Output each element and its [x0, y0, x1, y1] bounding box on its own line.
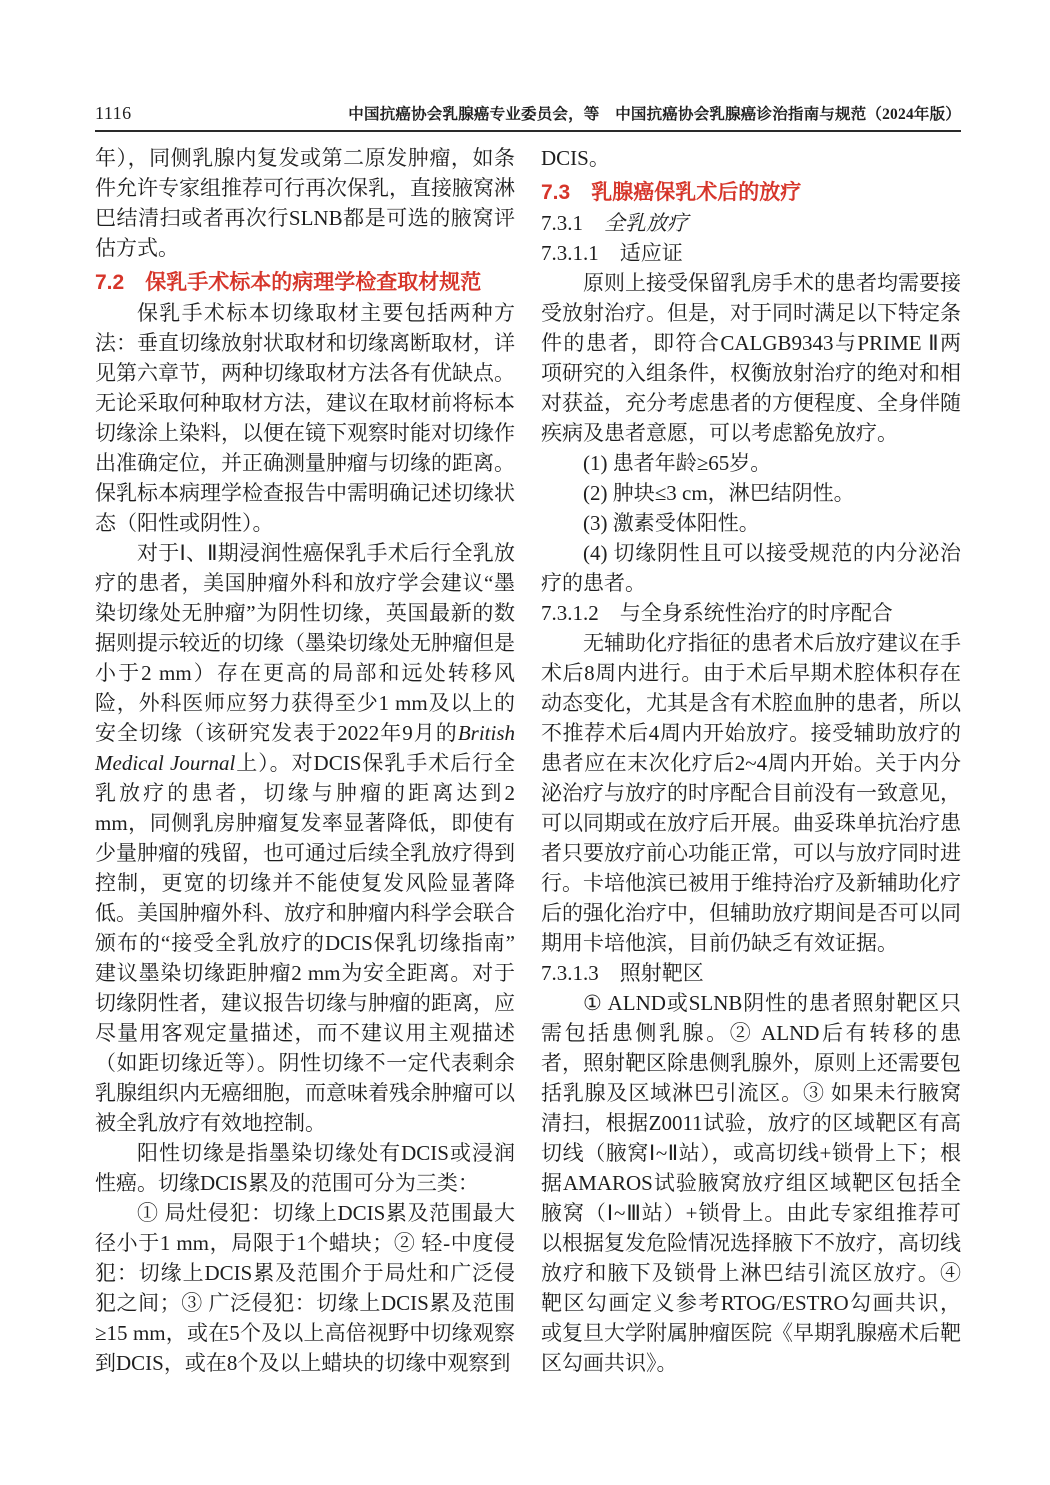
- header-rule: [95, 130, 961, 132]
- margin-guidance-part1: 对于Ⅰ、Ⅱ期浸润性癌保乳手术后行全乳放疗的患者，美国肿瘤外科和放疗学会建议“墨染切缘处无肿瘤”为阴性切缘，英国最新的数据则提示较近的切缘（墨染切缘处无肿瘤但是小于2 mm）存在更高的局部和远处转移风险，外科医师应努力获得至少1 mm及以上的安全切缘（该研究发表于2022年9月的: [95, 541, 515, 745]
- page-number: 1116: [95, 103, 132, 123]
- paragraph-sampling-methods: 保乳手术标本切缘取材主要包括两种方法：垂直切缘放射状取材和切缘离断取材，详见第六章节，两种切缘取材方法各有优缺点。无论采取何种取材方法，建议在取材前将标本切缘涂上染料，以便在镜下观察时能对切缘作出准确定位，并正确测量肿瘤与切缘的距离。保乳标本病理学检查报告中需明确记述切缘状态（阳性或阴性）。: [95, 301, 515, 535]
- section-heading-7-3: 7.3 乳腺癌保乳术后的放疗: [541, 181, 802, 204]
- paragraph-timing-systemic-therapy: 无辅助化疗指征的患者术后放疗建议在手术后8周内进行。由于术后早期术腔体积存在动态变化，尤其是含有术腔血肿的患者，所以不推荐术后4周内开始放疗。接受辅助放疗的患者应在末次化疗后2~4周内开始。关于内分泌治疗与放疗的时序配合目前没有一致意见，可以同期或在放疗后开展。曲妥珠单抗治疗患者只要放疗前心功能正常，可以与放疗同时进行。卡培他滨已被用于维持治疗及新辅助化疗后的强化治疗中，但辅助放疗期间是否可以同期用卡培他滨，目前仍缺乏有效证据。: [541, 631, 961, 955]
- subsection-heading-7-3-1-2: 7.3.1.2 与全身系统性治疗的时序配合: [541, 601, 893, 625]
- section-heading-7-2: 7.2 保乳手术标本的病理学检查取材规范: [95, 271, 482, 294]
- subsection-number: 7.3.1: [541, 211, 583, 235]
- subsection-title: 全乳放疗: [604, 211, 688, 235]
- two-column-body: [95, 143, 961, 1378]
- subsection-heading-7-3-1-3: 7.3.1.3 照射靶区: [541, 961, 704, 985]
- paragraph-rt-indication: 原则上接受保留乳房手术的患者均需要接受放射治疗。但是，对于同时满足以下特定条件的患者，即符合CALGB9343与PRIME Ⅱ两项研究的入组条件，权衡放射治疗的绝对和相对获益，充分考虑患者的方便程度、全身伴随疾病及患者意愿，可以考虑豁免放疗。: [541, 271, 961, 445]
- subsection-heading-7-3-1-1: 7.3.1.1 适应证: [541, 241, 683, 265]
- paragraph-positive-margin-definition: 阳性切缘是指墨染切缘处有DCIS或浸润性癌。切缘DCIS累及的范围可分为三类：: [95, 1141, 515, 1195]
- left-column: [95, 143, 515, 1378]
- list-item-age: (1) 患者年龄≥65岁。: [583, 451, 772, 475]
- margin-guidance-part2: 上）。对DCIS保乳手术后行全乳放疗的患者，切缘与肿瘤的距离达到2 mm，同侧乳房肿瘤复发率显著降低，即使有少量肿瘤的残留，也可通过后续全乳放疗得到控制，更宽的切缘并不能使复发风险显著降低。美国肿瘤外科、放疗和肿瘤内科学会联合颁布的“接受全乳放疗的DCIS保乳切缘指南”建议墨染切缘距肿瘤2 mm为安全距离。对于切缘阴性者，建议报告切缘与肿瘤的距离，应尽量用客观定量描述，而不建议用主观描述（如距切缘近等）。阴性切缘不一定代表剩余乳腺组织内无癌细胞，而意味着残余肿瘤可以被全乳放疗有效地控制。: [95, 751, 515, 1135]
- page-header: [95, 102, 961, 124]
- list-item-negative-margin: (4) 切缘阴性且可以接受规范的内分泌治疗的患者。: [541, 541, 961, 595]
- paragraph-continuation-axilla: 年），同侧乳腺内复发或第二原发肿瘤，如条件允许专家组推荐可行再次保乳，直接腋窝淋巴结清扫或者再次行SLNB都是可选的腋窝评估方式。: [95, 146, 515, 260]
- paragraph-continuation-dcis: DCIS。: [541, 146, 610, 170]
- paragraph-margin-guidance: [95, 538, 515, 1138]
- paragraph-dcis-involvement-categories: ① 局灶侵犯：切缘上DCIS累及范围最大径小于1 mm，局限于1个蜡块；② 轻-中度侵犯：切缘上DCIS累及范围介于局灶和广泛侵犯之间；③ 广泛侵犯：切缘上DCIS累及范围≥15 mm，或在5个及以上高倍视野中切缘观察到DCIS，或在8个及以上蜡块的切缘中观察到: [95, 1201, 515, 1375]
- running-title: 中国抗癌协会乳腺癌专业委员会，等 中国抗癌协会乳腺癌诊治指南与规范（2024年版）: [348, 106, 961, 123]
- paragraph-irradiation-target: ① ALND或SLNB阴性的患者照射靶区只需包括患侧乳腺。② ALND后有转移的患者，照射靶区除患侧乳腺外，原则上还需要包括乳腺及区域淋巴引流区。③ 如果未行腋窝清扫，根据Z0011试验，放疗的区域靶区有高切线（腋窝Ⅰ~Ⅱ站），或高切线+锁骨上下；根据AMAROS试验腋窝放疗组区域靶区包括全腋窝（Ⅰ~Ⅲ站）+锁骨上。由此专家组推荐可以根据复发危险情况选择腋下不放疗，高切线放疗和腋下及锁骨上淋巴结引流区放疗。④ 靶区勾画定义参考RTOG/ESTRO勾画共识，或复旦大学附属肿瘤医院《早期乳腺癌术后靶区勾画共识》。: [541, 991, 961, 1375]
- list-item-hormone-receptor: (3) 激素受体阳性。: [583, 511, 760, 535]
- journal-name-italic: British Medical Journal: [95, 721, 515, 775]
- right-column: [541, 143, 961, 1378]
- list-item-tumor-size: (2) 肿块≤3 cm，淋巴结阴性。: [583, 481, 855, 505]
- subsection-heading-7-3-1: [541, 208, 961, 238]
